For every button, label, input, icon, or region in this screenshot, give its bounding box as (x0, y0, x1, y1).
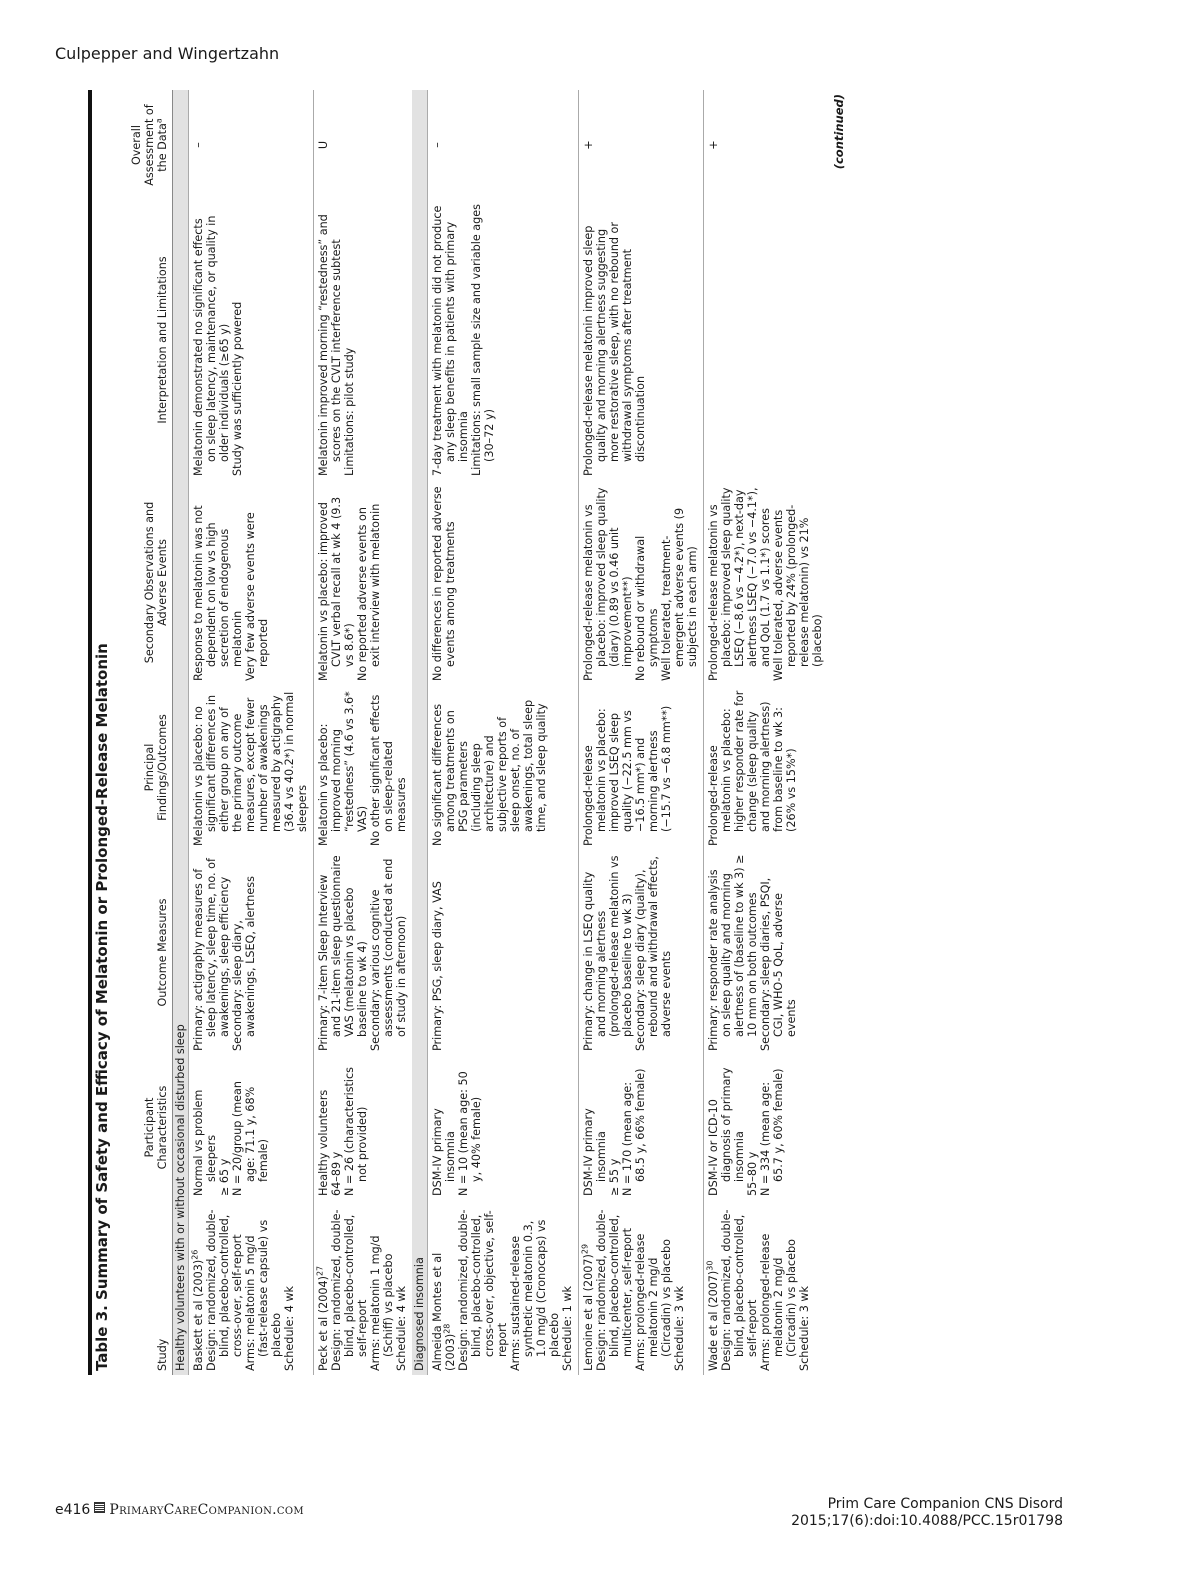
reference-number: 26 (190, 1249, 200, 1260)
study-detail: Design: randomized, double-blind, placebo-controlled, multicenter, self-report (595, 1209, 634, 1371)
interpretation-text: 7-day treatment with melatonin did not produce any sleep benefits in patients with primary insomnia (431, 205, 470, 476)
assessment-cell: + (579, 90, 704, 200)
secondary-text: No rebound or withdrawal symptoms (634, 535, 660, 681)
participants-cell (189, 1055, 314, 1200)
header-assessment (113, 90, 173, 200)
header-principal: Principal Findings/Outcomes (113, 685, 173, 850)
outcomes-text: Secondary: sleep diaries, PSQI, CGI, WHO-5 QoL, adverse events (759, 877, 798, 1051)
interpretation-text: Prolonged-release melatonin improved sleep quality and morning alertness suggesting more restorative sleep, with no rebound or withdrawal symptoms after treatment discontinuation (582, 221, 647, 476)
study-cell (428, 1200, 579, 1375)
study-detail: Arms: melatonin 5 mg/d (fast-release capsule) vs placebo (244, 1219, 283, 1371)
header-secondary: Secondary Observations and Adverse Events (113, 480, 173, 685)
header-study: Study (113, 1200, 173, 1375)
study-detail: Design: randomized, double-blind, placebo-controlled, cross-over, self-report (205, 1209, 244, 1371)
participants-text: DSM-IV or ICD-10 diagnosis of primary insomnia (707, 1067, 746, 1196)
secondary-text: Well tolerated, adverse events reported by 24% (prolonged-release melatonin) vs 21% (placebo) (772, 504, 824, 681)
study-detail: Arms: sustained-release synthetic melatonin 0.3, 1.0 mg/d (Cronocaps) vs placebo (509, 1219, 561, 1371)
interpretation-text: Limitations: pilot study (343, 347, 356, 476)
assessment-cell: U (314, 90, 413, 200)
participants-text: Normal vs problem sleepers (192, 1089, 218, 1196)
header-row (113, 90, 173, 1375)
secondary-text: Prolonged-release melatonin vs placebo: improved sleep quality (diary) (0.89 vs 0.46 unit improvement**) (582, 487, 634, 681)
secondary-text: Well tolerated, treatment-emergent adverse events (9 subjects in each arm) (660, 507, 699, 681)
reference-number: 28 (442, 1323, 452, 1334)
principal-text: Melatonin vs placebo: improved morning “restedness” (4.6 vs 3.6* VAS) (317, 691, 369, 846)
secondary-cell (428, 480, 579, 685)
assessment-cell: – (189, 90, 314, 200)
section-label: Diagnosed insomnia (412, 90, 428, 1375)
participants-text: DSM-IV primary insomnia (431, 1108, 457, 1196)
rotated-table-container (88, 90, 1025, 1375)
secondary-cell (314, 480, 413, 685)
participants-cell (428, 1055, 579, 1200)
study-detail: Schedule: 4 wk (395, 1285, 408, 1371)
study-cell (189, 1200, 314, 1375)
assessment-cell: – (428, 90, 579, 200)
participants-text: DSM-IV primary insomnia (582, 1108, 608, 1196)
header-participants: Participant Characteristics (113, 1055, 173, 1200)
study-cell (579, 1200, 704, 1375)
table-row (579, 90, 704, 1375)
journal-name: Prim Care Companion CNS Disord (827, 1496, 1063, 1512)
outcomes-text: Primary: responder rate analysis on sleep quality and morning alertness of (baseline to wk 3) ≥ 10 mm on both outcomes (707, 854, 759, 1051)
reference-number: 30 (705, 1260, 715, 1271)
outcomes-text: Primary: 7-item Sleep Interview and 21-item sleep questionnaire VAS (melatonin vs placebo baseline to wk 4) (317, 855, 369, 1051)
outcomes-cell (579, 850, 704, 1055)
interpretation-cell (189, 200, 314, 480)
interpretation-cell (314, 200, 413, 480)
melatonin-summary-table (113, 90, 828, 1375)
table-row (189, 90, 314, 1375)
participants-cell (314, 1055, 413, 1200)
participants-text: N = 20/group (mean age: 71.1 y, 68% female) (231, 1081, 270, 1196)
study-citation: Wade et al (2007) (707, 1270, 720, 1371)
participants-text: 55–80 y (746, 1151, 759, 1196)
section-label: Healthy volunteers with or without occasional disturbed sleep (173, 90, 189, 1375)
interpretation-cell (428, 200, 579, 480)
study-cell (704, 1200, 829, 1375)
table-row (428, 90, 579, 1375)
secondary-text: Melatonin vs placebo: improved CVLT verbal recall at wk 4 (9.3 vs 8.6*) (317, 496, 356, 681)
interpretation-cell (704, 200, 829, 480)
outcomes-text: Secondary: sleep diary (quality), rebound and withdrawal effects, adverse events (634, 856, 673, 1051)
table-title: Table 3. Summary of Safety and Efficacy of Melatonin or Prolonged-Release Melatonin (88, 90, 113, 1375)
study-detail: Arms: prolonged-release melatonin 2 mg/d (Circadin) vs placebo (759, 1233, 798, 1371)
study-detail: Schedule: 4 wk (283, 1285, 296, 1371)
principal-text: Prolonged-release melatonin vs placebo: improved LSEQ sleep quality (−22.5 mm vs −16.5 mm*) and morning alertness (−15.7 vs −6.8 mm**) (582, 705, 673, 846)
interpretation-text: Limitations: small sample size and variable ages (30–72 y) (470, 204, 496, 476)
study-detail: Arms: melatonin 1 mg/d (Schiff) vs placebo (369, 1235, 395, 1371)
study-citation: Almeida Montes et al (2003) (431, 1252, 457, 1371)
logo-square-icon (94, 1502, 105, 1513)
participants-text: N = 26 (characteristics not provided) (343, 1067, 369, 1196)
secondary-text: Prolonged-release melatonin vs placebo: improved sleep quality LSEQ (−8.6 vs −4.2*), next-day alertness LSEQ (−7.0 vs −4.1*), and QoL (1.7 vs 1.1*) scores (707, 487, 772, 681)
running-head: Culpepper and Wingertzahn (55, 44, 280, 63)
interpretation-text: Study was sufficiently powered (231, 301, 244, 476)
participants-cell (579, 1055, 704, 1200)
study-detail: Schedule: 1 wk (561, 1285, 574, 1371)
secondary-text: No differences in reported adverse events among treatments (431, 486, 457, 681)
study-citation: Baskett et al (2003) (192, 1259, 205, 1371)
outcomes-cell (189, 850, 314, 1055)
outcomes-text: Primary: change in LSEQ quality and morning alertness (prolonged-release melatonin vs placebo baseline to wk 3) (582, 855, 634, 1051)
study-detail: Schedule: 3 wk (798, 1285, 811, 1371)
participants-cell (704, 1055, 829, 1200)
outcomes-cell (314, 850, 413, 1055)
citation: 2015;17(6):doi:10.4088/PCC.15r01798 (791, 1513, 1063, 1529)
study-name (431, 1204, 457, 1371)
site-link[interactable]: PrimaryCareCompanion.com (109, 1502, 304, 1518)
study-cell (314, 1200, 413, 1375)
footnote-mark: a (154, 118, 164, 124)
principal-text: No other significant effects on sleep-related measures (369, 694, 408, 846)
principal-cell (314, 685, 413, 850)
secondary-cell (189, 480, 314, 685)
footer-left (55, 1502, 304, 1518)
principal-text: Melatonin vs placebo: no significant differences in either group on any of the primary outcome measures, except fewer number of awakenings measured by actigraphy (36.4 vs 40.2*) in normal sleepers (192, 691, 309, 846)
principal-text: No significant differences among treatments on PSG parameters (including sleep architecture) and subjective reports of sleep onset, no. of awakenings, total sleep time, and sleep quality (431, 699, 548, 846)
participants-text: Healthy volunteers (317, 1089, 330, 1196)
participants-text: 64–89 y (330, 1151, 343, 1196)
study-detail: Design: randomized, double-blind, placebo-controlled, cross-over, objective, self-report (457, 1209, 509, 1371)
principal-cell (189, 685, 314, 850)
participants-text: ≥ 55 y (608, 1158, 621, 1196)
footer-right (791, 1496, 1063, 1530)
table-row (314, 90, 413, 1375)
header-interpretation: Interpretation and Limitations (113, 200, 173, 480)
participants-text: N = 10 (mean age: 50 y, 40% female) (457, 1071, 483, 1196)
outcomes-text: Secondary: sleep diary, awakenings, LSEQ, alertness (231, 876, 257, 1051)
study-detail: Design: randomized, double-blind, placebo-controlled, self-report (330, 1209, 369, 1371)
interpretation-cell (579, 200, 704, 480)
reference-number: 29 (580, 1243, 590, 1255)
study-detail: Design: randomized, double-blind, placebo-controlled, self-report (720, 1209, 759, 1371)
continued-label: (continued) (832, 94, 846, 170)
section-row (173, 90, 189, 1375)
reference-number: 27 (315, 1265, 325, 1277)
study-name (582, 1204, 595, 1371)
outcomes-text: Secondary: various cognitive assessments (conducted at end of study in afternoon) (369, 858, 408, 1051)
header-assessment-label: Overall Assessment of the Data (130, 104, 169, 186)
study-detail: Schedule: 3 wk (673, 1285, 686, 1371)
principal-cell (704, 685, 829, 850)
outcomes-text: Primary: PSG, sleep diary, VAS (431, 881, 444, 1051)
study-citation: Lemoine et al (2007) (582, 1254, 595, 1371)
page-number: e416 (55, 1502, 91, 1518)
secondary-text: No reported adverse events on exit interview with melatonin (356, 503, 382, 681)
header-outcomes: Outcome Measures (113, 850, 173, 1055)
interpretation-text: Melatonin demonstrated no significant effects on sleep latency, maintenance, or quality in older individuals (≥65 y) (192, 215, 231, 476)
study-name (317, 1204, 330, 1371)
secondary-text: Response to melatonin was not dependent on low vs high secretion of endogenous melatonin (192, 505, 244, 681)
study-name (707, 1204, 720, 1371)
outcomes-text: Primary: actigraphy measures of sleep latency, sleep time, no. of awakenings, sleep efficiency (192, 858, 231, 1051)
secondary-text: Very few adverse events were reported (244, 512, 270, 681)
assessment-cell: + (704, 90, 829, 200)
principal-cell (428, 685, 579, 850)
principal-cell (579, 685, 704, 850)
secondary-cell (579, 480, 704, 685)
secondary-cell (704, 480, 829, 685)
outcomes-cell (704, 850, 829, 1055)
participants-text: N = 170 (mean age: 68.5 y, 66% female) (621, 1068, 647, 1196)
interpretation-text: Melatonin improved morning “restedness” and scores on the CVLT interference subtest (317, 214, 343, 476)
study-detail: Arms: prolonged-release melatonin 2 mg/d (Circadin) vs placebo (634, 1233, 673, 1371)
outcomes-cell (428, 850, 579, 1055)
study-name (192, 1204, 205, 1371)
table-row (704, 90, 829, 1375)
section-row (412, 90, 428, 1375)
participants-text: N = 334 (mean age: 65.7 y, 60% female) (759, 1068, 785, 1196)
study-citation: Peck et al (2004) (317, 1276, 330, 1371)
participants-text: ≥ 65 y (218, 1158, 231, 1196)
principal-text: Prolonged-release melatonin vs placebo: higher responder rate for change (sleep quality and morning alertness) from baseline to wk 3: (26% vs 15%*) (707, 690, 798, 846)
